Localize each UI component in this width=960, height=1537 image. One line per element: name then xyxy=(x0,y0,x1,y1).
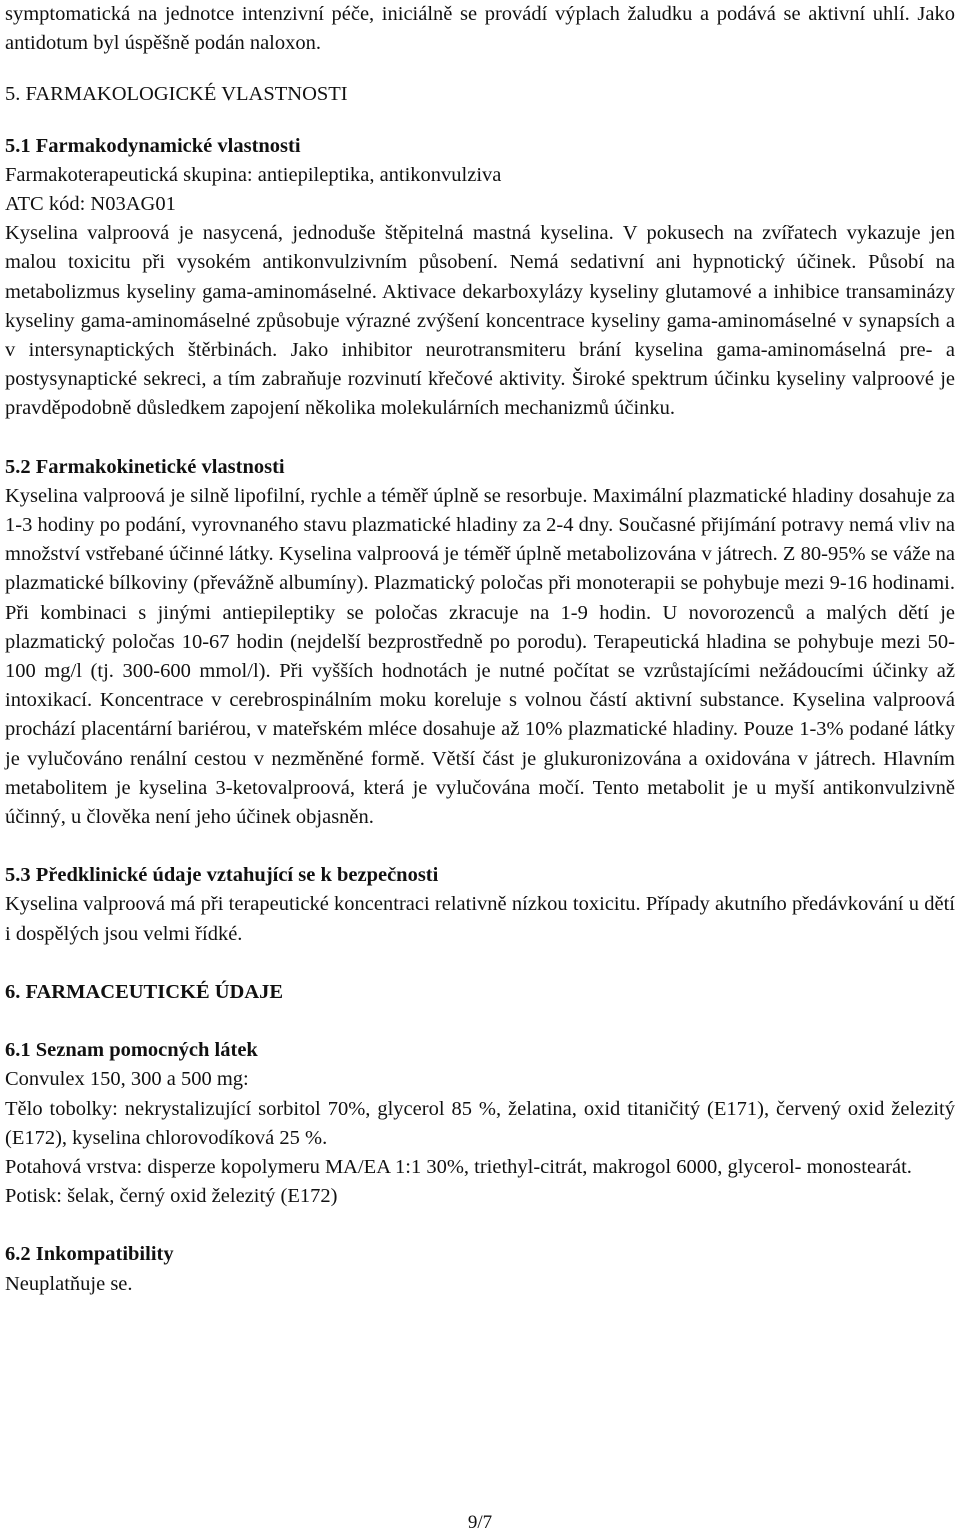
section-6-1-line-coating: Potahová vrstva: disperze kopolymeru MA/EA 1:1 30%, triethyl-citrát, makrogol 6000, glycerol- monostearát. xyxy=(5,1155,912,1178)
section-5-3-title: 5.3 Předklinické údaje vztahující se k bezpečnosti xyxy=(5,864,439,887)
section-5-1-line-atc: ATC kód: N03AG01 xyxy=(5,193,176,216)
section-5-1-line-group: Farmakoterapeutická skupina: antiepileptika, antikonvulziva xyxy=(5,163,502,186)
section-6-title: 6. FARMACEUTICKÉ ÚDAJE xyxy=(5,980,284,1003)
section-5-title: 5. FARMAKOLOGICKÉ VLASTNOSTI xyxy=(5,83,348,106)
continuation-paragraph: symptomatická na jednotce intenzivní péče, iniciálně se provádí výplach žaludku a podává se aktivní uhlí. Jako antidotum byl úspěšně podán naloxon. xyxy=(5,3,955,55)
section-6-2-title: 6.2 Inkompatibility xyxy=(5,1243,174,1266)
section-5-3-paragraph: Kyselina valproová má při terapeutické koncentraci relativně nízkou toxicitu. Případy akutního předávkování u dětí i dospělých jsou velmi řídké. xyxy=(5,893,955,945)
section-5-1-paragraph: Kyselina valproová je nasycená, jednoduše štěpitelná mastná kyselina. V pokusech na zvířatech vykazuje jen malou toxicitu při vysokém antikonvulzivním působení. Nemá sedativní ani hypnotický účinek. Působí na metabolizmus kyseliny gama-aminomáselné. Aktivace dekarboxylázy kyseliny glutamové a inhibice transaminázy kyseliny gama-aminomáselné způsobuje výrazné zvýšení koncentrace kyseliny gama-aminomáselné v synapsích a v intersynaptických štěrbinách. Jako inhibitor neurotransmiteru brání kyselina gama-aminomáselná pre- a postysynaptické sekreci, a tím zabraňuje rozvinutí křečové aktivity. Široké spektrum účinku kyseliny valproové je pravděpodobně důsledkem zapojení několika molekulárních mechanizmů účinku. xyxy=(5,222,955,420)
section-6-2-text: Neuplatňuje se. xyxy=(5,1272,133,1295)
section-5-2-title: 5.2 Farmakokinetické vlastnosti xyxy=(5,455,285,478)
section-5-2-paragraph: Kyselina valproová je silně lipofilní, rychle a téměř úplně se resorbuje. Maximální plazmatické hladiny dosahuje za 1-3 hodiny po podání, vyrovnaného stavu plazmatické hladiny za 2-4 dny. Současné přijímání potravy nemá vliv na množství vstřebané účinné látky. Kyselina valproová je téměř úplně metabolizována v játrech. Z 80-95% se váže na plazmatické bílkoviny (převážně albumíny). Plazmatický poločas při monoterapii se pohybuje mezi 9-16 hodinami. Při kombinaci s jinými antiepileptiky se poločas zkracuje na 1-9 hodin. U novorozenců a malých dětí je plazmatický poločas 10-67 hodin (nejdelší bezprostředně po porodu). Terapeutická hladina se pohybuje mezi 50-100 mg/l (tj. 300-600 mmol/l). Při vyšších hodnotách je nutné počítat se vzrůstajícími nežádoucími účinky až intoxikací. Koncentrace v cerebrospinálním moku koreluje s volnou částí aktivní substance. Kyselina valproová prochází placentární bariérou, v mateřském mléce dosahuje až 10% plazmatické hladiny. Pouze 1-3% podané látky je vylučováno renální cestou v nezměněné formě. Větší část je glukuronizována a oxidována v játrech. Hlavním metabolitem je kyselina 3-ketovalproová, která je vylučována močí. Tento metabolit je u myší antikonvulzivně účinný, u člověka není jeho účinek objasněn. xyxy=(5,484,955,829)
section-5-1-title: 5.1 Farmakodynamické vlastnosti xyxy=(5,134,301,157)
section-6-1-line-capsule-body: Tělo tobolky: nekrystalizující sorbitol 70%, glycerol 85 %, želatina, oxid titaničitý (E171), červený oxid železitý (E172), kyselina chlorovodíková 25 %. xyxy=(5,1097,955,1149)
section-6-1-title: 6.1 Seznam pomocných látek xyxy=(5,1039,258,1062)
section-6-1-line-imprint: Potisk: šelak, černý oxid železitý (E172) xyxy=(5,1185,338,1208)
page-number: 9/7 xyxy=(467,1512,493,1533)
section-6-1-line-product: Convulex 150, 300 a 500 mg: xyxy=(5,1068,249,1091)
